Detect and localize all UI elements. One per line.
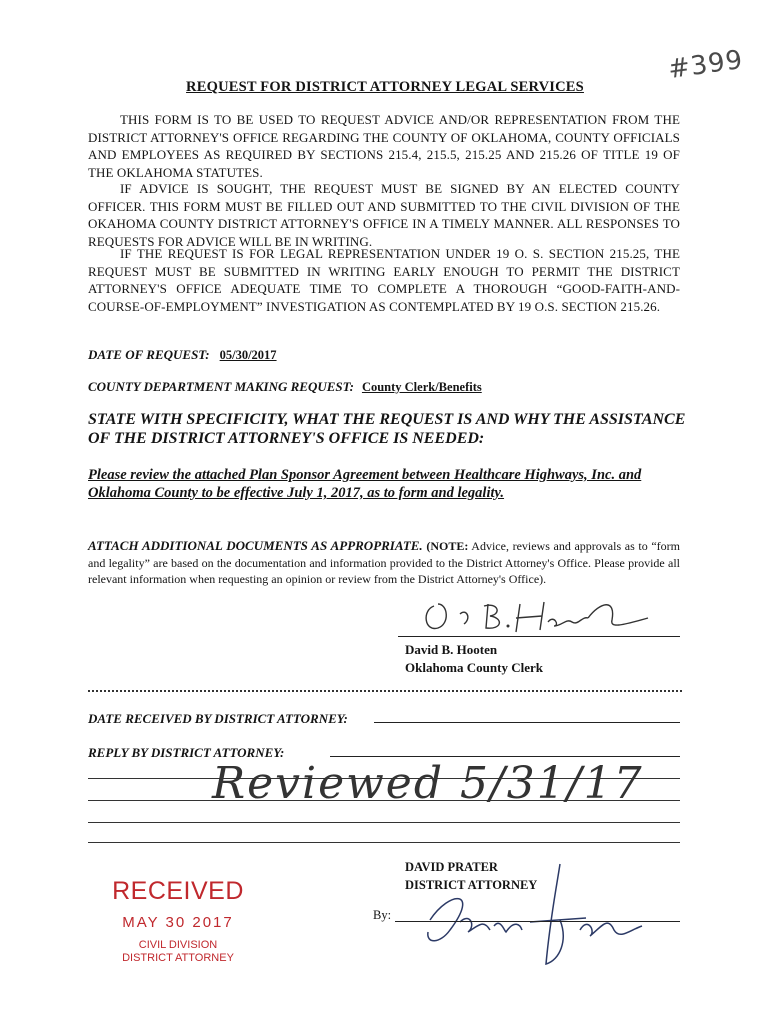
reply-rule-3 <box>88 822 680 823</box>
district-attorney-signature <box>410 860 650 970</box>
stamp-office: DISTRICT ATTORNEY <box>122 952 234 964</box>
department-row <box>88 378 482 396</box>
stamp-date: MAY 30 2017 <box>122 914 234 931</box>
request-description: Please review the attached Plan Sponsor Agreement between Healthcare Highways, Inc. and Oklahoma County to be effective July 1, 2017, as to form and legality. <box>88 467 642 501</box>
representation-paragraph <box>88 245 680 315</box>
district-attorney-title: DISTRICT ATTORNEY <box>405 878 538 892</box>
date-of-request-value: 05/30/2017 <box>219 348 277 362</box>
advice-paragraph <box>88 180 680 250</box>
note-label: (NOTE: <box>426 539 469 553</box>
signer-block <box>405 641 543 677</box>
district-attorney-name: DAVID PRATER <box>405 860 498 874</box>
date-received-row <box>88 710 348 728</box>
reply-rule-4 <box>88 842 680 843</box>
stamp-heading: RECEIVED <box>112 877 244 905</box>
dotted-separator <box>88 690 682 692</box>
signer-title: Oklahoma County Clerk <box>405 660 543 675</box>
attach-label: ATTACH ADDITIONAL DOCUMENTS AS APPROPRIATE. <box>88 538 423 553</box>
received-stamp <box>108 876 248 965</box>
requester-signature <box>420 592 650 640</box>
representation-paragraph-text: IF THE REQUEST IS FOR LEGAL REPRESENTATION UNDER 19 O. S. SECTION 215.25, THE REQUEST MUST BE SUBMITTED IN WRITING EARLY ENOUGH TO PERMIT THE DISTRICT ATTORNEY'S OFFICE ADEQUATE TIME TO COMPLETE A THOROUGH “GOOD-FAITH-AND-COURSE-OF-EMPLOYMENT” INVESTIGATION AS CONTEMPLATED BY 19 O.S. SECTION 215.26. <box>88 246 680 314</box>
signer-name: David B. Hooten <box>405 642 498 657</box>
advice-paragraph-text: IF ADVICE IS SOUGHT, THE REQUEST MUST BE SIGNED BY AN ELECTED COUNTY OFFICER. THIS FORM MUST BE FILLED OUT AND SUBMITTED TO THE CIVIL DIVISION OF THE OKAHOMA COUNTY DISTRICT ATTORNEY'S OFFICE IN A TIMELY MANNER. ALL RESPONSES TO REQUESTS FOR ADVICE WILL BE IN WRITING. <box>88 181 680 249</box>
requester-signature-line <box>398 636 680 637</box>
by-signature-line <box>395 921 680 922</box>
intro-paragraph <box>88 111 680 181</box>
form-title: REQUEST FOR DISTRICT ATTORNEY LEGAL SERVICES <box>186 79 584 95</box>
by-label: By: <box>373 908 392 922</box>
handwritten-reply: Reviewed 5/31/17 <box>212 758 644 809</box>
intro-paragraph-text: THIS FORM IS TO BE USED TO REQUEST ADVICE AND/OR REPRESENTATION FROM THE DISTRICT ATTORNEY'S OFFICE REGARDING THE COUNTY OF OKLAHOMA, COUNTY OFFICIALS AND EMPLOYEES AS REQUIRED BY SECTIONS 215.4, 215.5, 215.25 AND 215.26 OF TITLE 19 OF THE OKLAHOMA STATUTES. <box>88 112 680 180</box>
department-value: County Clerk/Benefits <box>361 380 482 394</box>
attachment-note <box>88 538 680 588</box>
stamp-division: CIVIL DIVISION <box>138 939 218 951</box>
date-received-label: DATE RECEIVED BY DISTRICT ATTORNEY: <box>88 711 348 726</box>
department-label: COUNTY DEPARTMENT MAKING REQUEST: <box>88 379 354 394</box>
reply-label: REPLY BY DISTRICT ATTORNEY: <box>88 745 285 760</box>
note-text: Advice, reviews and approvals as to “form and legality” are based on the documentation and information provided to the District Attorney's Office. Please provide all relevant information when requesting an opinion or review from the District Attorney's Office). <box>88 539 681 586</box>
date-received-line <box>374 722 680 723</box>
date-of-request-label: DATE OF REQUEST: <box>88 347 210 362</box>
date-of-request-row <box>88 346 277 364</box>
specificity-heading: STATE WITH SPECIFICITY, WHAT THE REQUEST IS AND WHY THE ASSISTANCE OF THE DISTRICT ATTORNEY'S OFFICE IS NEEDED: <box>88 411 686 447</box>
reply-line <box>330 756 680 757</box>
handwritten-file-number: #399 <box>666 44 746 86</box>
